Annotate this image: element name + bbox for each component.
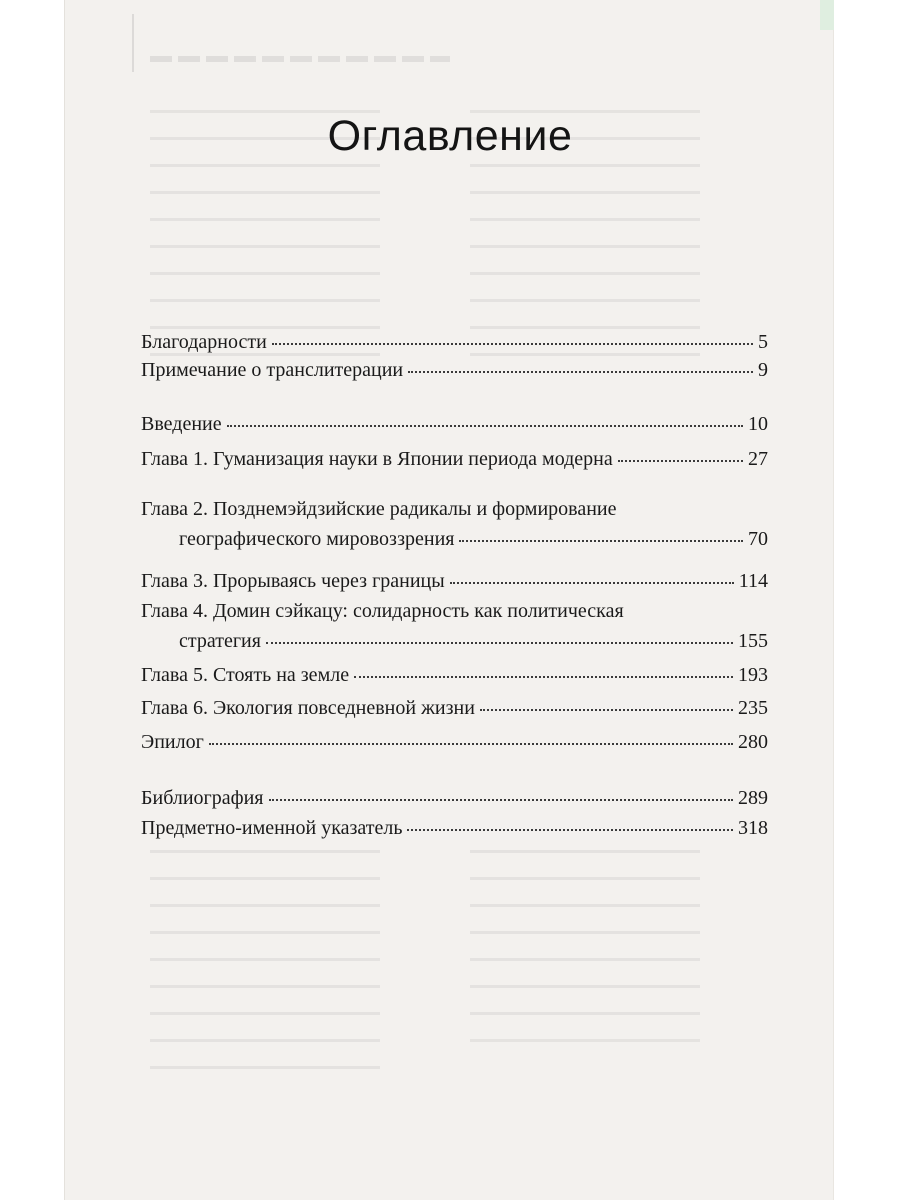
- dot-leader: [450, 582, 734, 584]
- toc-entry-title: Глава 5. Стоять на земле: [141, 664, 350, 686]
- toc-entry-chapter-6: [141, 694, 768, 722]
- dot-leader: [209, 743, 733, 745]
- dot-leader: [272, 343, 753, 345]
- toc-entry-chapter-4: [141, 597, 768, 655]
- dot-leader: [407, 829, 733, 831]
- toc-entry-title-continued: стратегия: [179, 630, 261, 652]
- toc-entry-chapter-3: [141, 567, 768, 595]
- toc-entry-page: 235: [738, 697, 768, 719]
- toc-entry-title: Глава 6. Экология повседневной жизни: [141, 697, 475, 719]
- dot-leader: [408, 371, 753, 373]
- bleed-through-running-head: [70, 14, 450, 72]
- toc-entry-index: [141, 814, 768, 842]
- toc-entry-page: 9: [758, 359, 768, 381]
- toc-entry-chapter-1: [141, 445, 768, 473]
- page-margin: [834, 0, 900, 1200]
- toc-entry-title: Предметно-именной указатель: [141, 817, 403, 839]
- toc-entry-title: Введение: [141, 413, 222, 435]
- toc-entry-transliteration-note: [141, 356, 768, 384]
- toc-entry-page: 10: [748, 413, 768, 435]
- toc-entry-acknowledgements: [141, 328, 768, 356]
- dot-leader: [266, 642, 733, 644]
- toc-entry-page: 318: [738, 817, 768, 839]
- toc-entry-bibliography: [141, 784, 768, 812]
- toc-entry-title: Библиография: [141, 787, 264, 809]
- dot-leader: [459, 540, 743, 542]
- toc-entry-page: 289: [738, 787, 768, 809]
- toc-entry-title: Глава 3. Прорываясь через границы: [141, 570, 445, 592]
- toc-entry-page: 27: [748, 448, 768, 470]
- toc-entry-chapter-2: [141, 495, 768, 553]
- toc-entry-introduction: [141, 410, 768, 438]
- bleed-through-text-bottom-left: [150, 850, 380, 1093]
- toc-entry-chapter-5: [141, 661, 768, 689]
- page-title: Оглавление: [327, 112, 573, 160]
- toc-entry-page: 5: [758, 331, 768, 353]
- toc-entry-title: Эпилог: [141, 731, 204, 753]
- dot-leader: [480, 709, 733, 711]
- toc-entry-page: 193: [738, 664, 768, 686]
- toc-entry-page: 70: [748, 528, 768, 550]
- toc-entry-title-continued: географического мировоззрения: [179, 528, 455, 550]
- toc-entry-title: Глава 4. Домин сэйкацу: солидарность как политическая: [141, 600, 624, 622]
- toc-entry-title: Примечание о транслитерации: [141, 359, 404, 381]
- dot-leader: [227, 425, 743, 427]
- toc-entry-title: Глава 2. Позднемэйдзийские радикалы и формирование: [141, 498, 617, 520]
- toc-entry-page: 280: [738, 731, 768, 753]
- bleed-through-text-bottom-right: [470, 850, 700, 1066]
- top-edge-tint: [820, 0, 834, 30]
- dot-leader: [354, 676, 733, 678]
- toc-entry-title: Глава 1. Гуманизация науки в Японии периода модерна: [141, 448, 613, 470]
- dot-leader: [269, 799, 734, 801]
- toc-entry-epilogue: [141, 728, 768, 756]
- dot-leader: [618, 460, 743, 462]
- toc-entry-page: 155: [738, 630, 768, 652]
- toc-entry-page: 114: [738, 570, 768, 592]
- toc-entry-title: Благодарности: [141, 331, 267, 353]
